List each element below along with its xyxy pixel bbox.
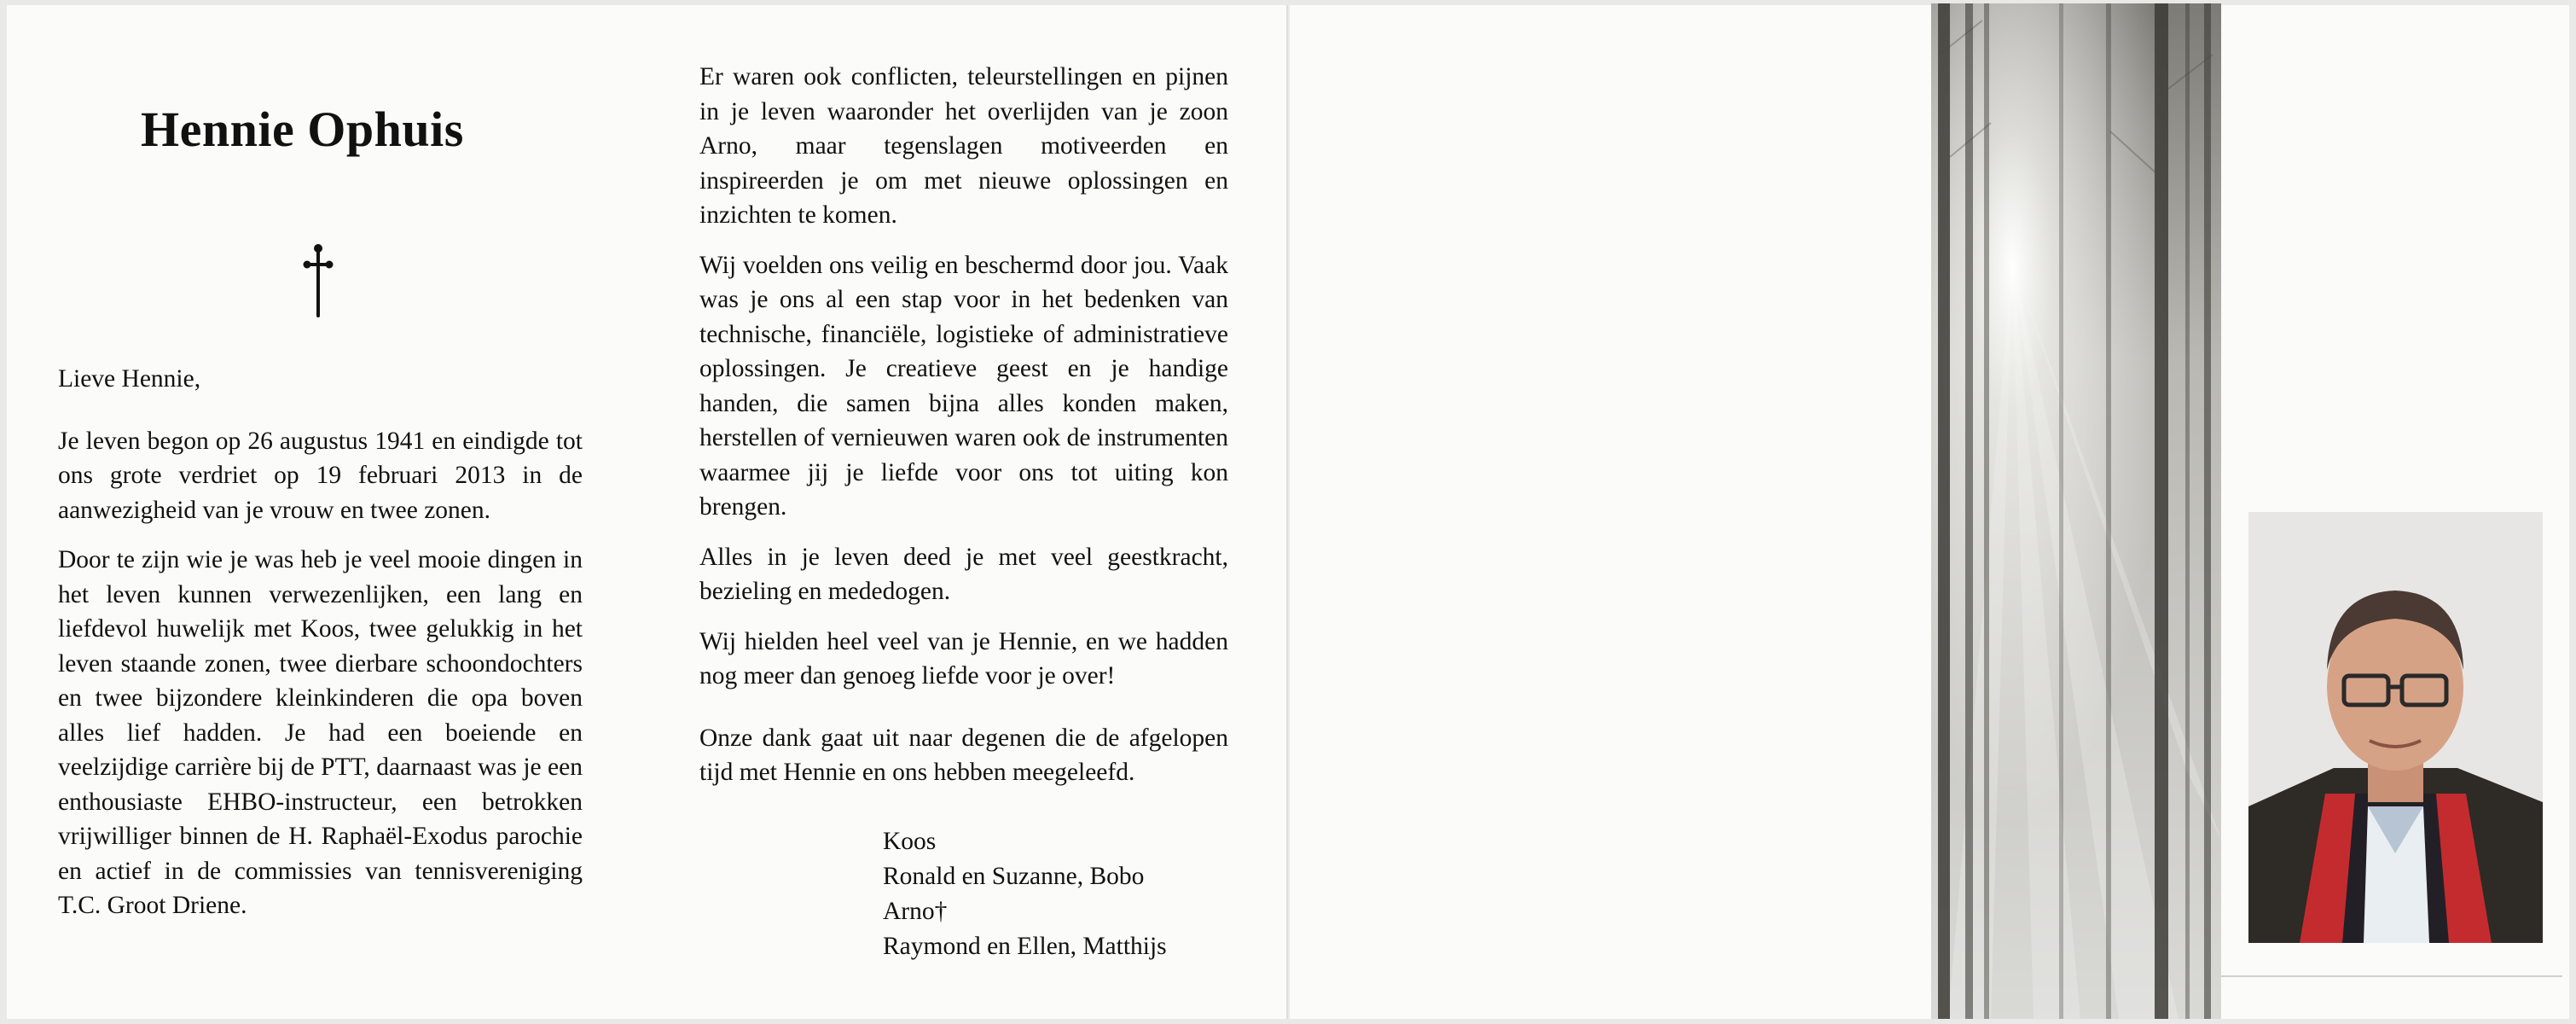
forest-sunlight-image (1931, 3, 2221, 1019)
salutation: Lieve Hennie, (58, 365, 201, 393)
paragraph-strength: Alles in je leven deed je met veel geestkracht, bezieling en mededogen. (699, 543, 1228, 605)
paragraph-life: Door te zijn wie je was heb je veel mooie dingen in het leven kunnen verwezenlijken, een lang en liefdevol huwelijk met Koos, twee gelukkig in het leven staande zonen, twee dierbare schoondochters en twee bijzondere kleinkinderen die opa boven alles lief hadden. Je had een boeiende en veelzijdige carrière bij de PTT, daarnaast was je een enthousiaste EHBO-instructeur, een betrokken vrijwilliger binnen de H. Raphaël-Exodus parochie en actief in de commissies van tennisvereniging T.C. Groot Driene. (58, 546, 583, 919)
divider (2221, 975, 2562, 977)
text-column-right (699, 60, 1228, 806)
paragraph-love: Wij hielden heel veel van je Hennie, en we hadden nog meer dan genoeg liefde voor je over! (699, 627, 1228, 689)
deceased-name-title: Hennie Ophuis (141, 102, 464, 157)
signature-line: Ronald en Suzanne, Bobo (883, 863, 1145, 890)
signature-line: Koos (883, 828, 937, 855)
paragraph-safe: Wij voelden ons veilig en beschermd door jou. Vaak was je ons al een stap voor in het bedenken van technische, financiële, logistieke of administratieve oplossingen. Je creatieve geest en je handige handen, die samen bijna alles konden maken, herstellen of vernieuwen waren ook de instrumenten waarmee jij je liefde voor ons tot uiting kon brengen. (699, 251, 1228, 521)
paragraph-conflicts: Er waren ook conflicten, teleurstellingen en pijnen in je leven waaronder het overlijden van je zoon Arno, maar tegenslagen motiveerden en inspireerden je om met nieuwe oplossingen en inzichten te komen. (699, 63, 1228, 229)
paragraph-birth-death: Je leven begon op 26 augustus 1941 en eindigde tot ons grote verdriet op 19 februari 2013 in de aanwezigheid van je vrouw en twee zonen. (58, 427, 583, 524)
cross-icon (301, 241, 335, 317)
paragraph-thanks: Onze dank gaat uit naar degenen die de afgelopen tijd met Hennie en ons hebben meegeleefd. (699, 724, 1228, 786)
signature-list (883, 824, 1167, 964)
signature-line: Raymond en Ellen, Matthijs (883, 933, 1167, 960)
signature-line: Arno† (883, 898, 948, 925)
text-column-left (58, 362, 583, 939)
portrait-photo (2248, 512, 2543, 943)
